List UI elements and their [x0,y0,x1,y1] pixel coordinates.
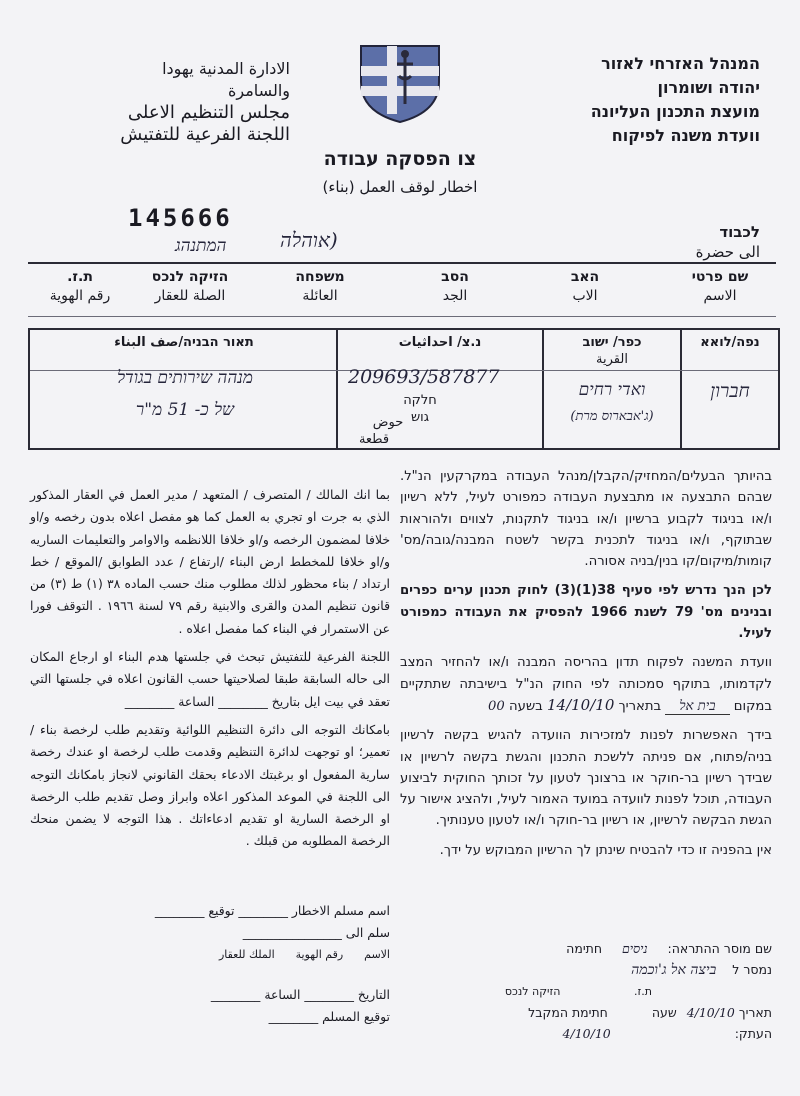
divider-mid [28,316,776,317]
hebrew-body [400,466,772,869]
hebrew-paragraph-3-text: וועדת המשנה לפקוח תדון בהריסה המבנה ו/או להחזיר המצב לקדמותו, בתוקף סמכותה לפי החוק הנ"ל בישיבתה שתתקיים במקום [400,655,772,714]
id-label: ת.ז. [633,985,652,998]
arabic-header-line-4: اللجنة الفرعية للتفتيش [120,124,290,145]
date-label: תאריך [738,1005,772,1020]
building-value-line-2: של כ- 51 מ"ר [135,400,235,420]
civil-administration-emblem-icon [357,42,443,124]
plot-block-labels-ar [348,414,428,448]
village-value-2: (ג'אבארוס מרת) [570,409,654,424]
deliverer-value: ניסים [621,941,648,956]
hebrew-paragraph-3 [400,652,772,717]
column-family [260,268,380,306]
column-father-he: האב [570,269,600,285]
column-grandfather [400,268,510,306]
deliverer-signature-label: חתימה [566,941,602,956]
hebrew-paragraph-4: בידך האפשרות לפנות למזכירות הוועדה להגיש בקשה לרשיון בניה/פתוח, אם פניתה ללשכת התכנון והגשת בקשה לרשיון או שבידך רשיון בר-חוקר או ברצונך לטעון על זכותך החוקית לביצוע העבודה, תוכל לפנות לוועדה במועד האמור לעיל, ולהציג אישור על הגשת הבקשה לרשיון, או רשיון בר-חוקר ו/או לטעון טענותיך. [400,728,772,829]
arabic-paragraph-2: اللجنة الفرعية للتفتيش تبحث في جلستها هدم البناء او ارجاع المكان الى حاله السابقة طبقا لصلاحيتها حسب القانون اعلاه في جلستها التي تعقد في بيت ايل بتاريخ ________ الساعة ________ [30,649,390,709]
hebrew-paragraph-5: אין בהפניה זו כדי להבטיח שינתן לך הרשיון המבוקש על ידך. [439,842,772,858]
coords-value: 209693/587877 [348,366,500,388]
arabic-header-line-2: والسامرة [228,81,290,100]
copy-label: העתק: [734,1026,772,1041]
village-value: ואדי רחים [578,380,646,400]
village-label [544,334,680,368]
location-box [28,328,780,450]
arabic-header-line-1: الادارة المدنية يهودا [162,59,290,78]
column-relation-ar: الصلة للعقار [154,288,226,304]
block-label-he: גוש [410,410,430,425]
title-arabic: اخطار لوقف العمل (بناء) [322,178,478,196]
building-label: תאור הבניה/صف البناء [114,335,254,350]
column-father-ar: الاب [572,288,598,304]
arabic-header [40,58,290,146]
column-first-name-ar: الاسم [703,288,737,304]
arabic-spacer [30,966,390,984]
hour-label: שעה [651,1005,677,1020]
meeting-place: בית אל [665,699,729,715]
copy-row [400,1023,772,1044]
copy-value: 4/10/10 [562,1026,611,1041]
district-label: נפה/לואא [700,335,760,350]
addressee [696,222,760,262]
document-number: 145666 [128,204,233,232]
column-grandfather-ar: الجد [442,288,468,304]
hebrew-header-line-2: יהודה ושומרון [657,78,760,97]
handwritten-top-note: המתנהג [175,236,227,256]
meeting-date: 14/10/10 [547,695,615,714]
arabic-receiver: توقيع المسلم ________ [268,1009,390,1024]
arabic-deliverer: اسم مسلم الاخطار ________ توقيع ________ [154,903,390,918]
village-label-ar: القرية [596,352,628,367]
column-family-ar: العائلة [302,288,338,304]
relation-label: הזיקה לנכס [504,985,561,998]
column-id-he: ת.ז. [67,269,93,285]
meeting-date-label: בתאריך [618,698,662,714]
village-label-he: כפר/ ישוב [582,335,642,350]
hebrew-header [591,52,760,148]
hebrew-paragraph-2: לכן הנך נדרש לפי סעיף 38(1)(3) לחוק תכנון ערים כפרים ובנינים מס' 79 לשנת 1966 להפסיק את העבודה כמפורט לעיל. [400,583,773,642]
arabic-body [30,484,390,859]
arabic-given-to: سلم الى ________________ [242,925,390,940]
district-value: חברון [710,380,750,402]
meeting-time: 00 [487,698,505,714]
addressee-hebrew: לכבוד [719,223,760,241]
receiver-signature-label: חתימת המקבל [528,1005,608,1020]
date-row [400,1002,772,1023]
column-relation [130,268,250,306]
coords-label: נ.צ/ احداثيات [398,335,482,350]
plot-label-he: חלקה [403,393,437,408]
given-to-label: נמסר ל [732,962,772,977]
plot-label-ar: قطعة [358,432,390,447]
date-value: 4/10/10 [686,1005,735,1020]
column-family-he: משפחה [295,269,345,285]
meeting-time-label: בשעה [508,698,543,714]
id-relation-row [400,981,772,1002]
given-to-row [400,959,772,981]
hebrew-header-line-4: וועדת משנה לפיקוח [611,126,760,145]
addressee-arabic: الى حضرة [695,243,760,261]
hebrew-header-line-1: המנהל האזרחי לאזור [601,54,760,73]
arabic-paragraph-1: بما انك المالك / المتصرف / المتعهد / مدير العمل في العقار المذكور الذي به جرت او تجري به العمل كما هو مفصل اعلاه بدون رخصه و/او خلافا لمضمون الرخصه و/او خلافا اللانظمه والاوامر والتعليمات الساريه و/او خلافا للمخطط ارض البناء /ارتفاع / عدد الطوابق /الموقع / خط ارتداد / بناء محظور لذلك مطلوب منك حسب الماده ٣٨ (١) ط (٣) من قانون تنظيم المدن والقرى والابنية رقم ٧٩ لسنة ١٩٦٦ . التوقف فورا عن الاستمرار في البناء كما مفصل اعلاه . [30,487,390,636]
column-id [30,268,130,306]
arabic-paragraph-3: بامكانك التوجه الى دائرة التنظيم اللوائية وتقديم طلب لرخصة بناء / تعمير؛ او توجهت لدائرة التنظيم وقدمت طلب لرخصة او عندك رخصة سارية المفعول او برغبتك الادعاء بحقك القانوني لانجاز بامكانك التوجه الى اللجنة في الموعد المذكور اعلاه وابراز وصل تقديم طلب الرخصة او الرخصة السارية او تقديم ادعاءاتك . هذا التوجه لا يضمن منحك الرخصة المطلوبه من قبلك . [30,721,390,849]
title-hebrew: צו הפסקה עבודה [323,148,477,170]
column-grandfather-he: הסב [441,269,469,285]
column-id-ar: رقم الهوية [49,288,111,304]
arabic-date: التاريخ ________ الساعة ________ [210,987,390,1002]
handwritten-name: (אוהלה [280,228,338,252]
building-value-line-1: מנהה שירותים בגודל [117,368,253,388]
arabic-fields: الاسم رقم الهوية الملك للعقار [218,948,390,961]
deliverer-row [400,938,772,959]
column-first-name-he: שם פרטי [691,269,749,285]
block-label-ar: حوض [372,415,404,430]
hebrew-signature-block [400,938,772,1044]
arabic-signature-block [30,900,390,1028]
hebrew-paragraph-1: בהיותך הבעלים/המחזיק/הקבלן/מנהל העבודה במקרקעין הנ"ל. שבהם התבצעה או מתבצעת העבודה כמפורט לעיל, ללא רשיון ו/או בניגוד לקבוע ברשיון ו/או בניגוד לתקנות, לצווים ולהוראות שבתוקף, ו/או בניגוד לתכנית בקשר לשטח המבנה/גובה/מס' קומות/מיקום/קו בנין/בניה אסורה. [400,469,772,570]
arabic-header-line-3: مجلس التنظيم الاعلى [127,102,290,123]
given-to-value: ביצה אל ג'וכמה [631,962,717,978]
deliverer-label: שם מוסר ההתראה: [667,941,772,956]
column-relation-he: הזיקה לנכס [151,269,229,285]
column-first-name [660,268,780,306]
divider-top [28,262,776,264]
column-father [530,268,640,306]
hebrew-header-line-3: מועצת התכנון העליונה [590,102,760,121]
